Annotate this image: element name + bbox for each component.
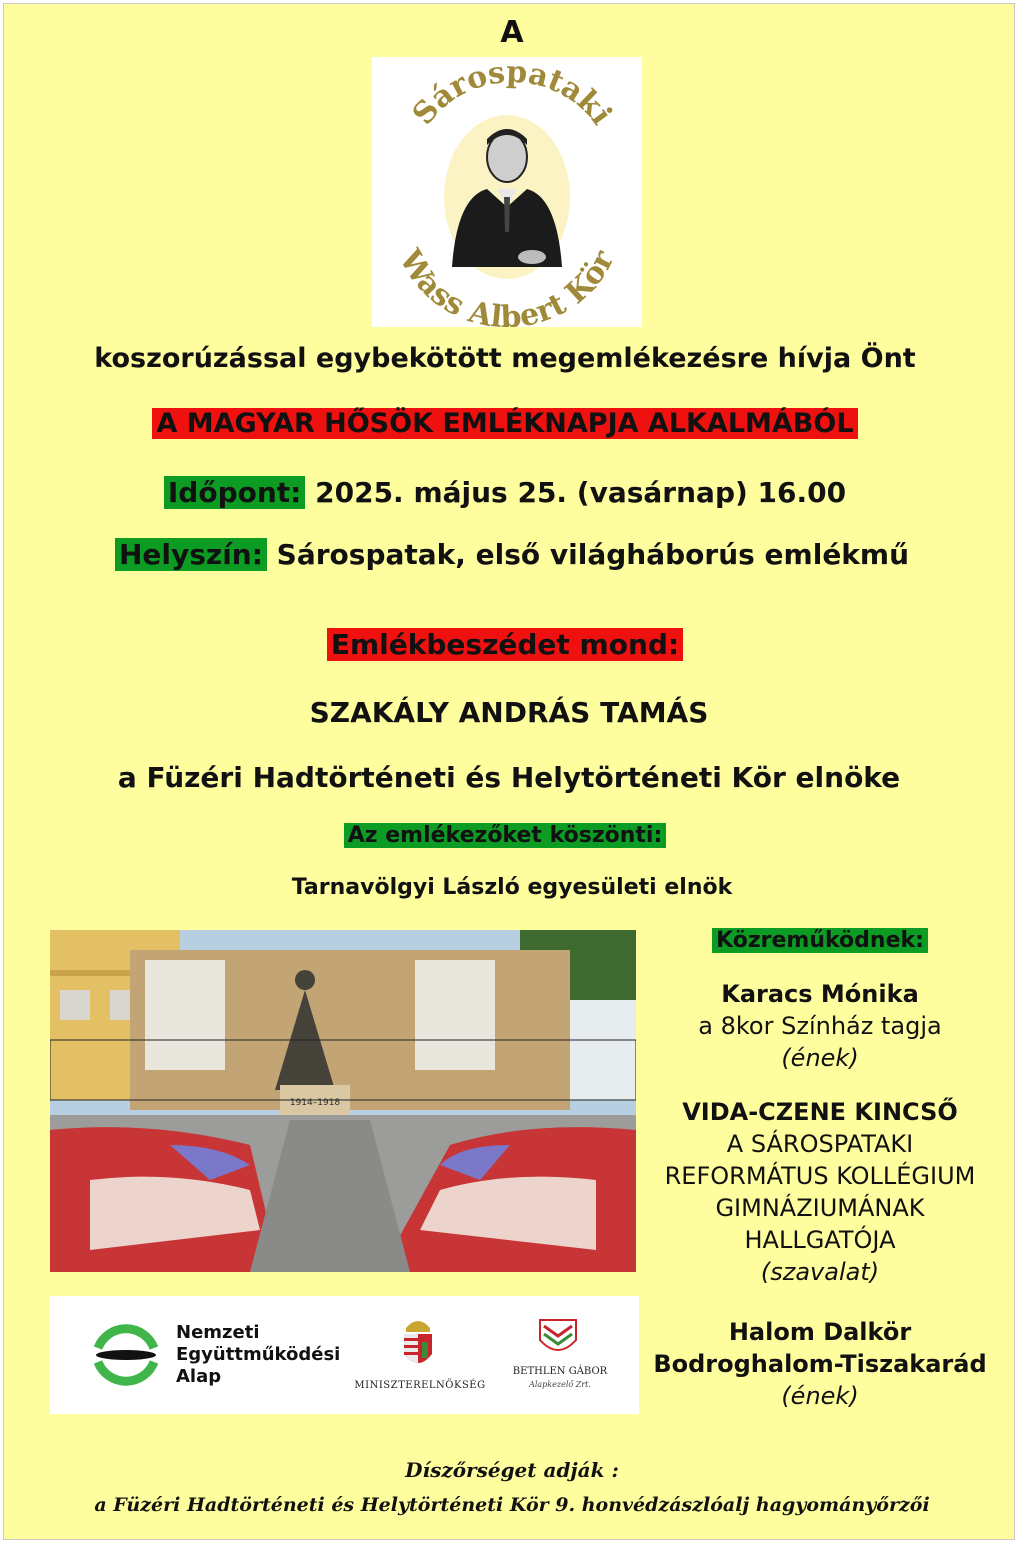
logo-bottom-text: Wass Albert Kör [392,243,622,327]
circle-logo [372,57,642,327]
time-label: Időpont: [164,476,306,509]
sponsor-logos [50,1296,639,1414]
place-label: Helyszín: [115,538,267,571]
contributor-role-line: REFORMÁTUS KOLLÉGIUM [664,1162,976,1190]
contributors-label-row [640,928,1000,953]
footer-text: a Füzéri Hadtörténeti és Helytörténeti Kör 9. honvédzászlóalj hagyományőrzői [94,1494,930,1516]
monument-years: 1914–1918 [289,1098,341,1108]
coat-of-arms-icon [400,1314,436,1372]
ministry-name: MINISZTERELNÖKSÉG [354,1380,486,1391]
place-row [0,538,1024,571]
speech-label-row [0,628,1010,661]
bethlen-sub: Alapkezelő Zrt. [529,1380,591,1389]
nea-line: Együttműködési [176,1344,341,1365]
bethlen-name: BETHLEN GÁBOR [512,1366,608,1377]
contributor-role-line: HALLGATÓJA [744,1226,896,1254]
contributors-label: Közreműködnek: [712,928,928,953]
contributor-name: Karacs Mónika [721,980,919,1008]
contributor-role: a 8kor Színház tagja [698,1012,942,1040]
nea-logo-icon [90,1316,162,1392]
place-value: Sárospatak, első világháborús emlékmű [276,538,910,571]
contributor-role: Bodroghalom-Tiszakarád [653,1350,987,1378]
nea-line: Alap [176,1366,222,1387]
contributor-name: VIDA-CZENE KINCSŐ [682,1098,958,1126]
contributor-activity: (ének) [781,1044,859,1072]
greeting-person: Tarnavölgyi László egyesületi elnök [291,875,733,900]
monument-photo [50,930,636,1272]
contributor-2 [640,1096,1000,1288]
invitation-line: koszorúzással egybekötött megemlékezésre hívja Önt [94,343,916,374]
logo-emblem [372,57,642,327]
contributor-activity: (szavalat) [760,1258,880,1286]
occasion-title: A MAGYAR HŐSÖK EMLÉKNAPJA ALKALMÁBÓL [152,408,857,439]
greeting-label: Az emlékezőket köszönti: [344,823,667,848]
contributor-1 [640,978,1000,1074]
contributor-3 [640,1316,1000,1412]
speaker-role: a Füzéri Hadtörténeti és Helytörténeti Kör elnöke [117,761,901,794]
logo-top-text: Sárospataki [405,57,619,132]
contributor-name: Halom Dalkör [728,1318,912,1346]
footer-label: Díszőrséget adják : [405,1458,619,1482]
occasion-row [0,408,1010,439]
greeting-label-row [0,823,1010,848]
time-row [0,476,1010,509]
header-article: A [500,15,524,50]
contributor-activity: (ének) [781,1382,859,1410]
bethlen-logo-icon [538,1316,578,1360]
contributor-role-line: A SÁROSPATAKI [726,1130,914,1158]
speech-label: Emlékbeszédet mond: [327,628,683,661]
contributor-role-line: GIMNÁZIUMÁNAK [715,1194,925,1222]
speaker-name: SZAKÁLY ANDRÁS TAMÁS [309,696,709,729]
time-value: 2025. május 25. (vasárnap) 16.00 [315,476,847,509]
nea-line: Nemzeti [176,1322,260,1343]
nea-text [176,1322,340,1388]
